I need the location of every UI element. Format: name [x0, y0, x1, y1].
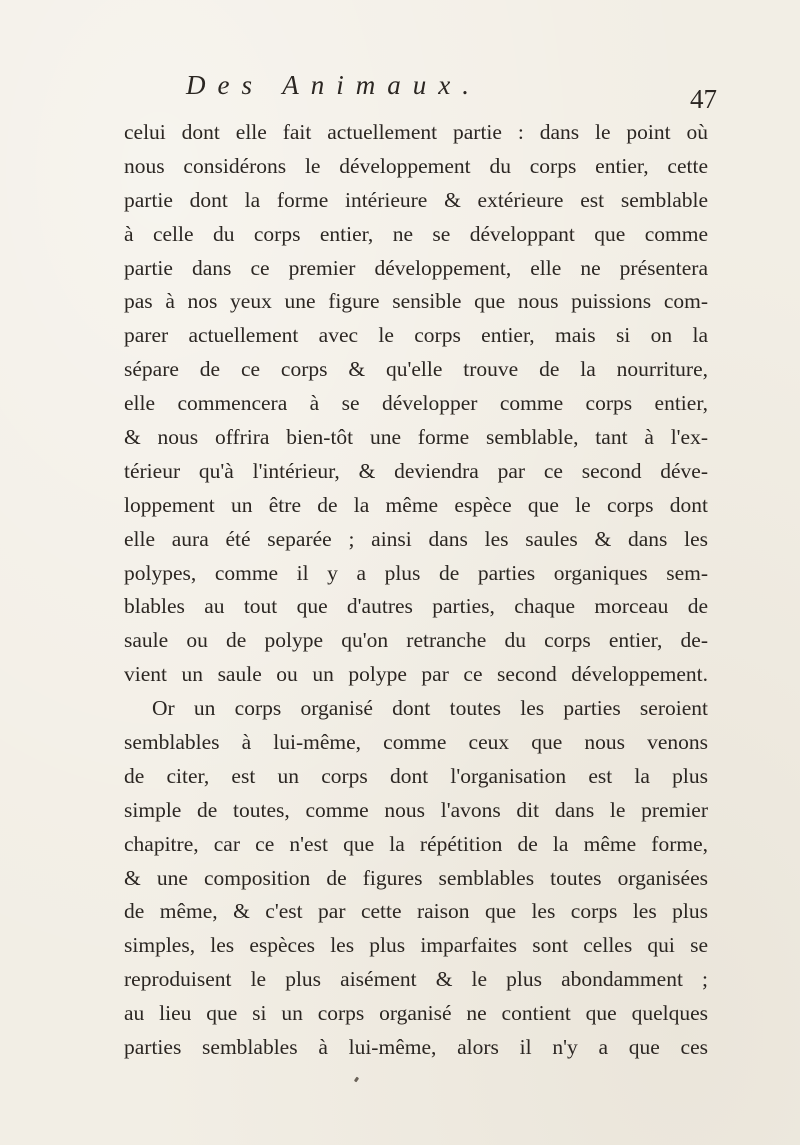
ink-speck: [354, 1077, 359, 1083]
text-line: loppement un être de la même espèce que le corps dont: [124, 492, 708, 517]
text-line: au lieu que si un corps organisé ne contient que quelques: [124, 1001, 708, 1026]
page-number: 47: [690, 84, 717, 114]
text-line: & une composition de figures semblables toutes organisées: [124, 865, 708, 890]
text-line: de citer, est un corps dont l'organisation est la plus: [124, 763, 708, 788]
text-line: & nous offrira bien-tôt une forme semblable, tant à l'ex-: [124, 425, 708, 450]
text-line: partie dans ce premier développement, elle ne présentera: [124, 255, 708, 280]
text-line: térieur qu'à l'intérieur, & deviendra par ce second déve-: [124, 458, 708, 483]
text-line: parties semblables à lui-même, alors il n'y a que ces: [124, 1035, 708, 1060]
text-line: simple de toutes, comme nous l'avons dit dans le premier: [124, 797, 708, 822]
text-line: partie dont la forme intérieure & extérieure est semblable: [124, 187, 708, 212]
text-line: celui dont elle fait actuellement partie : dans le point où: [124, 120, 708, 144]
text-line: nous considérons le développement du corps entier, cette: [124, 153, 708, 178]
text-line: Or un corps organisé dont toutes les parties seroient: [152, 696, 708, 721]
text-line: saule ou de polype qu'on retranche du corps entier, de-: [124, 628, 708, 653]
text-line: reproduisent le plus aisément & le plus abondamment ;: [124, 967, 708, 992]
running-title: Des Animaux.: [186, 70, 481, 100]
text-line: vient un saule ou un polype par ce second développement.: [124, 662, 708, 687]
text-line: elle aura été separée ; ainsi dans les saules & dans les: [124, 526, 708, 551]
text-line: polypes, comme il y a plus de parties organiques sem-: [124, 560, 708, 585]
text-line: simples, les espèces les plus imparfaites sont celles qui se: [124, 933, 708, 958]
text-line: elle commencera à se développer comme corps entier,: [124, 391, 708, 416]
text-line: chapitre, car ce n'est que la répétition de la même forme,: [124, 831, 708, 856]
body-text: [124, 116, 708, 1065]
text-line: à celle du corps entier, ne se développant que comme: [124, 221, 708, 246]
text-line: blables au tout que d'autres parties, chaque morceau de: [124, 594, 708, 619]
text-line: pas à nos yeux une figure sensible que nous puissions com-: [124, 289, 708, 314]
text-line: de même, & c'est par cette raison que les corps les plus: [124, 899, 708, 924]
text-line: semblables à lui-même, comme ceux que nous venons: [124, 730, 708, 755]
text-line: sépare de ce corps & qu'elle trouve de la nourriture,: [124, 357, 708, 382]
text-line: parer actuellement avec le corps entier, mais si on la: [124, 323, 708, 348]
